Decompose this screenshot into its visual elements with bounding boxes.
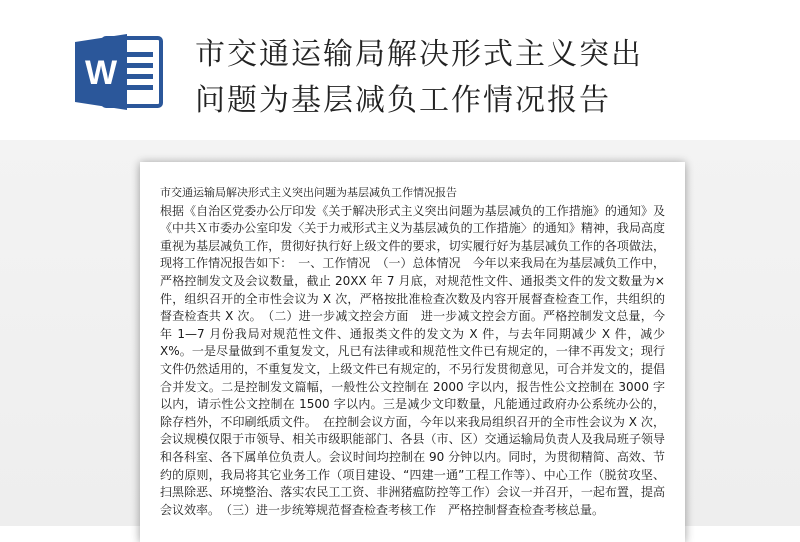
document-body: 根据《自治区党委办公厅印发《关于解决形式主义突出问题为基层减负的工作措施》的通知》及《中共Ｘ市委办公室印发〈关于力戒形式主义为基层减负的工作措施〉的通知》精神，我局高度重视为基层减负工作，贯彻好执行好上级文件的要求，切实履行好为基层减负工作的各项做法，现将工作情况报告如下： 一、工作情况 （一）总体情况 今年以来我局在为基层减负工作中，严格控制发文及会议数量，截止 20XX 年 7 月底，对规范性文件、通报类文件的发文数量为×件，组织召开的全市性会议为 X 次，严格按批准检查次数及内容开展督查检查工作，共组织的督查检查共 X 次。 （二）进一步减文控会方面 进一步减文控会方面。严格控制发文总量，今年 1—7 月份我局对规范性文件、通报类文件的发文为 X 件，与去年同期减少 X 件，减少 X%。一是尽量做到不重复发文，凡已有法律或和规范性文件已有规定的，一律不再发文；现行文件仍然适用的，不重复发文，上级文件已有规定的，不另行发贯彻意见，可合并发文的，提倡合并发文。二是控制发文篇幅，一般性公文控制在 2000 字以内，报告性公文控制在 3000 字以内，请示性公文控制在 1500 字以内。三是减少文印数量，凡能通过政府办公系统办公的，除存档外，不印刷纸质文件。 在控制会议方面，今年以来我局组织召开的全市性会议为 X 次，会议规模仅限于市领导、相关市级职能部门、各县（市、区）交通运输局负责人及我局班子领导和各科室、各下属单位负责人。会议时间均控制在 90 分钟以内。同时，为贯彻精简、高效、节约的原则，我局将其它业务工作（项目建设、“四建一通”工程工作等）、中心工作（脱贫攻坚、扫黑除恶、环境整治、落实农民工工资、非洲猪瘟防控等工作）会议一并召开，一起布置，提高会议效率。 （三）进一步统筹规范督查检查考核工作 严格控制督查检查考核总量。 [160,203,665,517]
title-line-1: 市交通运输局解决形式主义突出 [195,37,643,72]
document-page [140,162,685,542]
title-line-2: 问题为基层减负工作情况报告 [195,83,611,118]
page-title [195,32,785,124]
document-heading: 市交通运输局解决形式主义突出问题为基层减负工作情况报告 [160,186,457,199]
word-icon-letter: W [84,54,118,92]
word-document-icon [75,32,165,112]
document-text [160,184,665,519]
header [0,0,800,140]
